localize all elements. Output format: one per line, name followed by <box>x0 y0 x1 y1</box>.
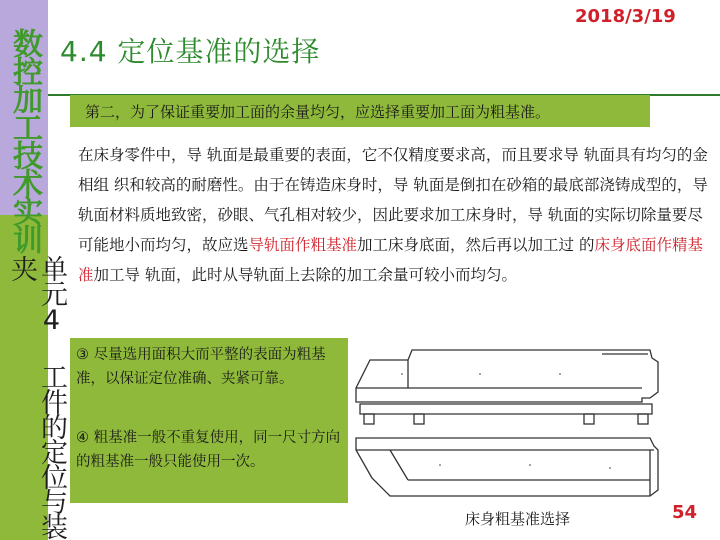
paragraph-part3: 加工导 轨面，此时从导轨面上去除的加工余量可较小而均匀。 <box>93 266 517 284</box>
note-3: ③ 尽量选用面积大而平整的表面为粗基准，以保证定位准确、夹紧可靠。 <box>76 347 326 387</box>
lathe-bed-figure <box>350 330 668 508</box>
paragraph-part1: 在床身零件中，导 轨面是最重要的表面，它不仅精度要求高，而且要求导 轨面具有均匀的金相组 织和较高的耐磨性。由于在铸造床身时，导 轨面是倒扣在砂箱的最底部浇铸成型的，导 轨面材料质地致密，砂眼、气孔相对较少，因此要求加工床身时，导 轨面的实际切除量要尽可能地小而均匀，故应选 <box>78 146 708 254</box>
body-paragraph <box>78 140 708 290</box>
note-4: ④ 粗基准一般不重复使用，同一尺寸方向的粗基准一般只能使用一次。 <box>76 430 341 470</box>
rule-box <box>70 95 650 127</box>
notes-box <box>70 338 348 503</box>
rule-text: 第二，为了保证重要加工面的余量均匀，应选择重要加工面为粗基准。 <box>85 103 551 121</box>
figure-caption: 床身粗基准选择 <box>465 510 571 528</box>
paragraph-highlight2: 床身底面作精基准 <box>78 236 703 284</box>
course-name: 数控加工技术实训 <box>7 28 42 252</box>
paragraph-highlight1: 导轨面作粗基准 <box>248 236 358 254</box>
page-title: 4.4 定位基准的选择 <box>60 35 321 68</box>
date: 2018/3/19 <box>575 6 676 27</box>
unit-name: 单元4 工件的定位与装夹 <box>6 255 67 538</box>
page-number: 54 <box>672 502 698 523</box>
paragraph-part2: 加工床身底面，然后再以加工过 的 <box>357 236 595 254</box>
